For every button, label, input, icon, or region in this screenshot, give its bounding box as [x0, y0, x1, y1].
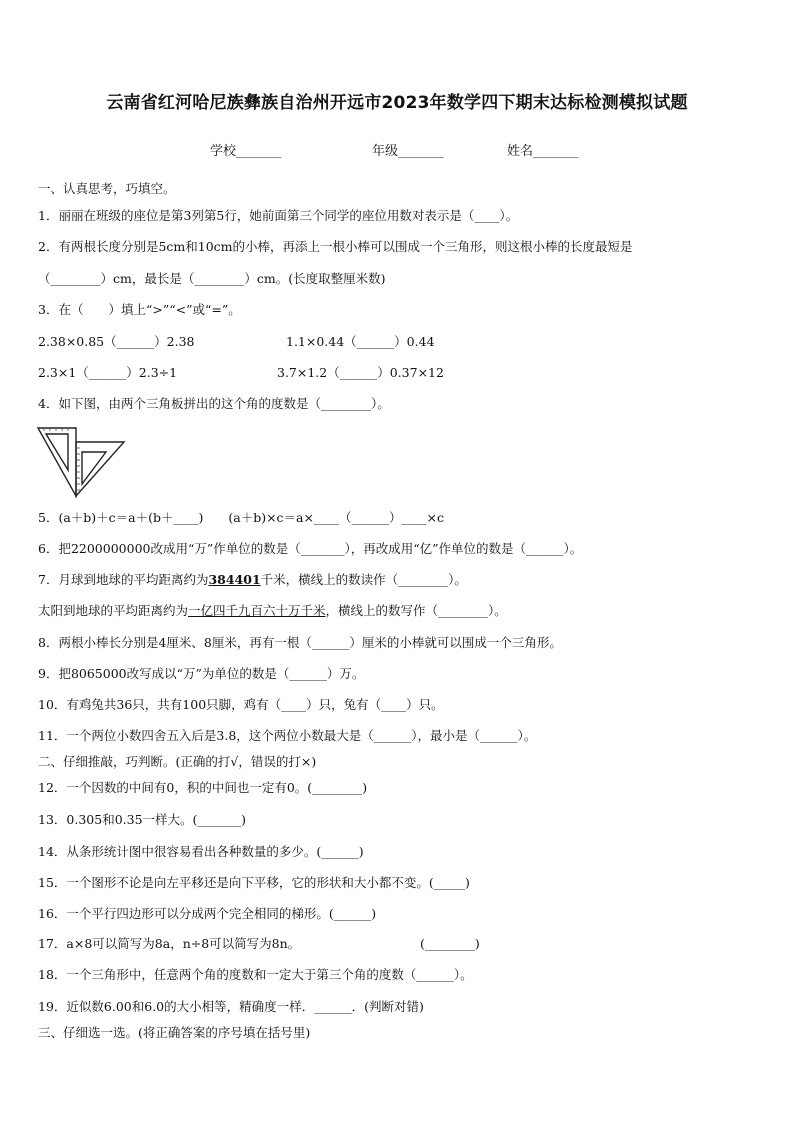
question-17: 17．a×8可以简写为8a，n÷8可以简写为8n。 — [38, 936, 301, 951]
question-14: 14．从条形统计图中很容易看出各种数量的多少。(______) — [38, 844, 364, 859]
question-19: 19．近似数6.00和6.0的大小相等，精确度一样．______．(判断对错) — [38, 999, 424, 1014]
underlined-number-words: 一亿四千九百六十万千米 — [188, 603, 326, 618]
question-4: 4．如下图，由两个三角板拼出的这个角的度数是（________）。 — [38, 396, 390, 411]
question-7-second-prefix: 太阳到地球的平均距离约为 — [38, 603, 189, 618]
question-3-item-a: 2.38×0.85（______）2.38 — [38, 334, 195, 349]
question-18: 18．一个三角形中，任意两个角的度数和一定大于第三个角的度数（______）。 — [38, 967, 473, 982]
question-11: 11．一个两位小数四舍五入后是3.8，这个两位小数最大是（______），最小是（______）。 — [38, 728, 537, 743]
question-7-second-suffix: ，横线上的数写作（________）。 — [325, 603, 507, 618]
question-9: 9．把8065000改写成以“万”为单位的数是（______）万。 — [38, 666, 365, 681]
name-field[interactable]: 姓名_______ — [507, 144, 579, 159]
question-7-suffix: 千米，横线上的数读作（________）。 — [260, 572, 467, 587]
question-3-item-b: 1.1×0.44（______）0.44 — [286, 334, 435, 349]
question-7-second — [38, 602, 507, 620]
question-2: 2．有两根长度分别是5cm和10cm的小棒，再添上一根小棒可以围成一个三角形，则这根小棒的长度最短是 — [38, 239, 633, 254]
question-13: 13．0.305和0.35一样大。(_______) — [38, 812, 247, 827]
question-5: 5．(a＋b)＋c＝a＋(b＋____) (a＋b)×c＝a×____（______）____×c — [38, 510, 444, 525]
question-16: 16．一个平行四边形可以分成两个完全相同的梯形。(______) — [38, 906, 377, 921]
question-6: 6．把2200000000改成用“万”作单位的数是（_______），再改成用“亿”作单位的数是（______）。 — [38, 541, 583, 556]
question-2-continued: （________）cm，最长是（________）cm。(长度取整厘米数) — [38, 271, 386, 286]
section-3-heading: 三、仔细选一选。(将正确答案的序号填在括号里) — [38, 1025, 311, 1040]
page-title: 云南省红河哈尼族彝族自治州开远市2023年数学四下期末达标检测模拟试题 — [106, 93, 688, 113]
question-1: 1．丽丽在班级的座位是第3列第5行，她前面第三个同学的座位用数对表示是（____）。 — [38, 208, 519, 223]
triangle-rulers-figure — [36, 424, 128, 498]
section-2-heading: 二、仔细推敲，巧判断。(正确的打√，错误的打×) — [38, 754, 317, 769]
question-15: 15．一个图形不论是向左平移还是向下平移，它的形状和大小都不变。(_____) — [38, 875, 470, 890]
underlined-number: 384401 — [208, 572, 261, 587]
section-1-heading: 一、认真思考，巧填空。 — [38, 181, 176, 196]
question-8: 8．两根小棒长分别是4厘米、8厘米，再有一根（______）厘米的小棒就可以围成一个三角形。 — [38, 635, 562, 650]
question-10: 10．有鸡兔共36只，共有100只脚，鸡有（____）只，兔有（____）只。 — [38, 697, 444, 712]
question-7 — [38, 571, 467, 589]
question-3-item-c: 2.3×1（______）2.3÷1 — [38, 365, 178, 380]
grade-field[interactable]: 年级_______ — [372, 144, 444, 159]
question-3: 3．在（ ）填上“>”“<”或“=”。 — [38, 302, 241, 317]
question-7-prefix: 7．月球到地球的平均距离约为 — [38, 572, 209, 587]
question-12: 12．一个因数的中间有0，积的中间也一定有0。(________) — [38, 780, 368, 795]
question-17-blank: (________) — [420, 936, 480, 951]
question-3-item-d: 3.7×1.2（______）0.37×12 — [277, 365, 444, 380]
school-field[interactable]: 学校_______ — [210, 144, 282, 159]
